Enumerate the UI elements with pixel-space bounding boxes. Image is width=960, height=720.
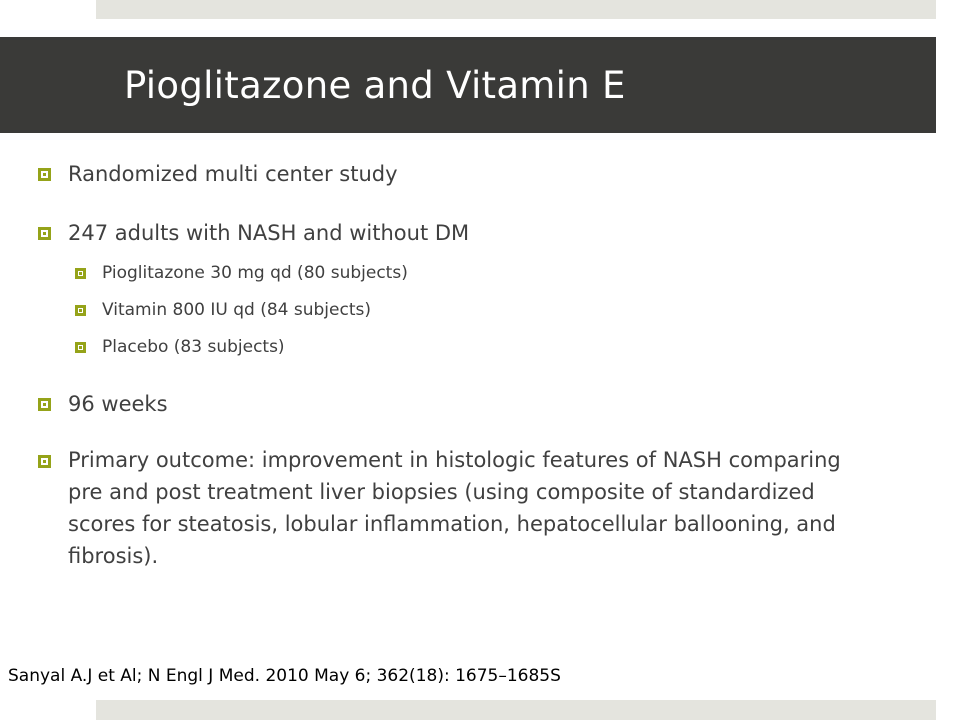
bullet-text: 96 weeks	[68, 392, 168, 416]
bullet-text: Primary outcome: improvement in histologic features of NASH comparing pre and post treatment liver biopsies (using composite of standardized scores for steatosis, lobular inflammation, hepatocellular ballooning, and fibrosis).	[68, 448, 841, 568]
sub-bullet-text: Vitamin 800 IU qd (84 subjects)	[102, 300, 371, 320]
square-bullet-icon	[38, 455, 51, 468]
square-bullet-icon	[75, 342, 86, 353]
sub-bullet-text: Placebo (83 subjects)	[102, 337, 285, 357]
square-bullet-icon	[38, 227, 51, 240]
bullet-text: Randomized multi center study	[68, 162, 398, 186]
square-bullet-icon	[38, 168, 51, 181]
slide-title: Pioglitazone and Vitamin E	[124, 64, 626, 107]
bullet-text: 247 adults with NASH and without DM	[68, 221, 470, 245]
square-bullet-icon	[75, 268, 86, 279]
citation: Sanyal A.J et Al; N Engl J Med. 2010 May 6; 362(18): 1675–1685S	[8, 666, 561, 686]
sub-bullet-text: Pioglitazone 30 mg qd (80 subjects)	[102, 263, 408, 283]
square-bullet-icon	[38, 398, 51, 411]
bottom-decor-bar	[96, 700, 936, 720]
square-bullet-icon	[75, 305, 86, 316]
